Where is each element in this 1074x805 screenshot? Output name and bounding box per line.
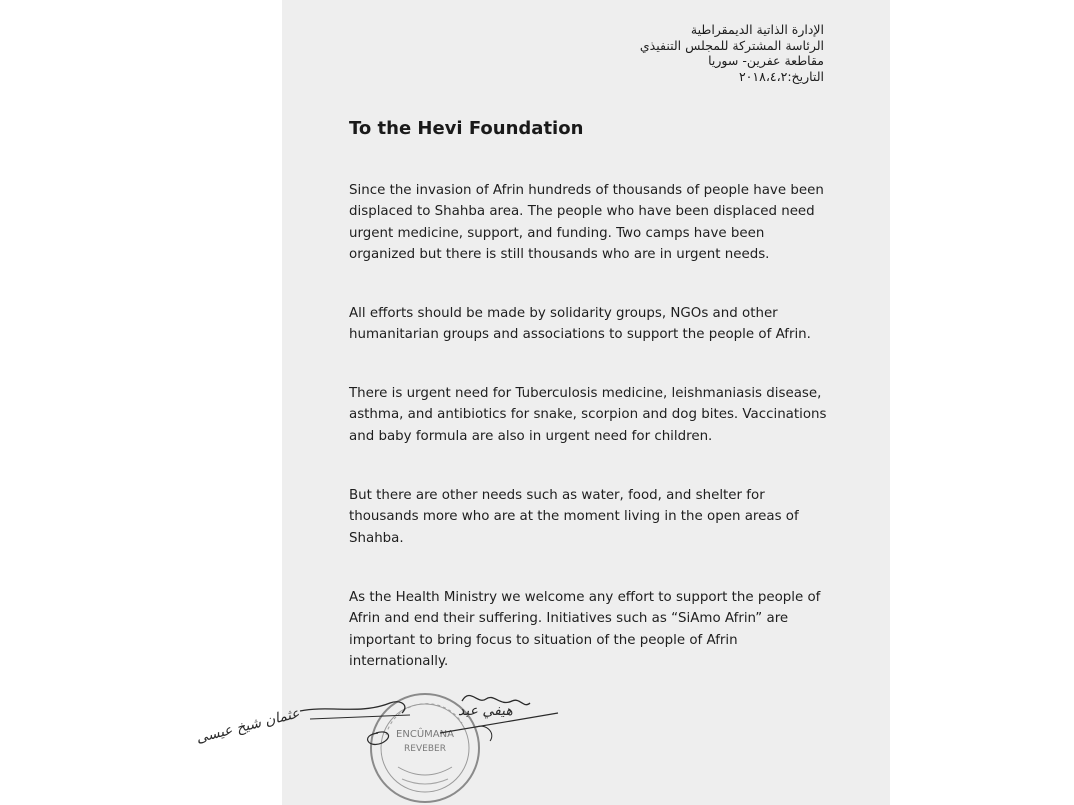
right-signature [440, 696, 558, 741]
signatures-and-stamp [194, 675, 580, 805]
letterhead-line-region: مقاطعة عفرين- سوريا [708, 53, 824, 68]
paragraph-efforts: All efforts should be made by solidarity groups, NGOs and other humanitarian groups and associations to support the people of Afrin. [349, 306, 811, 343]
stamp-line-2: REVEBER [404, 744, 446, 754]
paragraph-displacement: Since the invasion of Afrin hundreds of thousands of people have been displaced to Shahba area. The people who have been displaced need urgent medicine, support, and funding. Two camps have been organized but there is still thousands who are in urgent needs. [349, 183, 824, 262]
letterhead-line-council: الرئاسة المشتركة للمجلس التنفيذي [639, 37, 824, 53]
left-signature-text: عثمان شيخ عيسى [194, 705, 302, 747]
paragraph-health-ministry: As the Health Ministry we welcome any effort to support the people of Afrin and end their suffering. Initiatives such as “SiAmo Afrin” are important to bring focus to situation of the people of Afrin internationally. [349, 590, 821, 669]
paragraph-medicine-needs: There is urgent need for Tuberculosis medicine, leishmaniasis disease, asthma, and antibiotics for snake, scorpion and dog bites. Vaccinations and baby formula are also in urgent need for children. [349, 386, 827, 444]
letterhead-line-administration: الإدارة الذاتية الديمقراطية [690, 22, 824, 37]
letterhead-line-date: التاريخ:٢٠١٨،٤،٢ [738, 68, 824, 84]
stamp-line-1: ENCÛMANA [396, 729, 454, 740]
paragraph-other-needs: But there are other needs such as water, food, and shelter for thousands more who are at the moment living in the open areas of Shahba. [349, 488, 799, 546]
right-signature-text: هيفي عبد [458, 703, 513, 719]
letter-title: To the Hevi Foundation [349, 118, 584, 139]
left-signature [195, 702, 410, 747]
arabic-letterhead [524, 22, 824, 84]
signature-block [194, 675, 580, 805]
